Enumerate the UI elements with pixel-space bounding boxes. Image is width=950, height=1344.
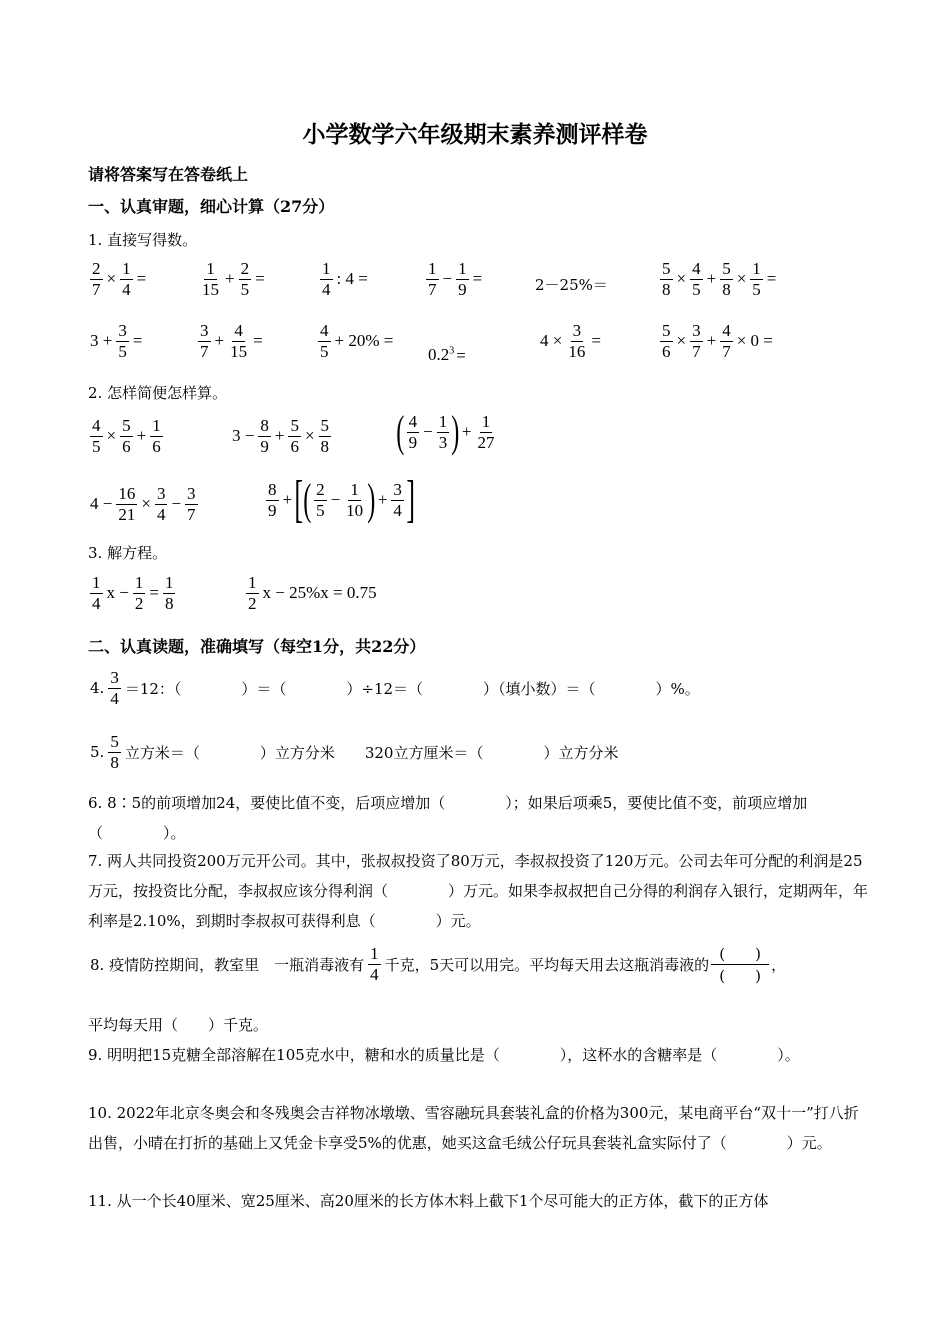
q2-item-a: $\frac{4}{5}$ × $\frac{5}{6}$ + $\frac{1}{6}$ [92,416,161,456]
q1-item-b: $\frac{1}{15}$ + $\frac{2}{5}$ = [202,259,265,299]
q2-item-b: 3 − $\frac{8}{9}$ + $\frac{5}{6}$ × $\frac{5}{8}$ [232,416,330,456]
q2-item-c: ( $\frac{4}{9}$ − $\frac{1}{3}$ ) + $\frac{1}{27}$ [396,407,495,456]
q1-item-e: 2－25%＝ [535,276,608,294]
page-title: 小学数学六年级期末素养测评样卷 [302,121,648,148]
q1-item-l: $\frac{5}{6}$ × $\frac{3}{7}$ + $\frac{4}{7}$ × 0 = [662,321,773,361]
q6: 6. 8∶5的前项增加24，要使比值不变，后项应增加（ ）；如果后项乘5，要使比值不变，前项应增加（ ）。 [88,794,808,842]
q1-item-j: $0.2^3$ = [428,345,466,366]
q1-item-g: 3 + $\frac{3}{5}$ = [90,321,143,361]
q1-item-k: 4 × $\frac{3}{16}$ = [540,321,601,361]
q1-item-a: $\frac{2}{7}$ × $\frac{1}{4}$ = [92,259,147,299]
q10: 10. 2022年北京冬奥会和冬残奥会吉祥物冰墩墩、雪容融玩具套装礼盒的价格为300元，某电商平台“双十一”打八折出售，小晴在打折的基础上又凭金卡享受5%的优惠，她买这盒毛绒公仔玩具套装礼盒实际付了（ ）元。 [88,1104,859,1152]
q3-item-a: $\frac{1}{4}$ x − $\frac{1}{2}$ = $\frac{1}{8}$ [92,573,174,613]
instruction: 请将答案写在答卷纸上 [88,165,249,184]
q1-item-d: $\frac{1}{7}$ − $\frac{1}{9}$ = [428,259,483,299]
q2-label: 2. 怎样简便怎样算。 [88,384,228,402]
section2-heading: 二、认真读题，准确填写（每空1分，共22分） [88,637,426,656]
q1-item-i: $\frac{4}{5}$ + 20% = [320,321,394,361]
q1-item-h: $\frac{3}{7}$ + $\frac{4}{15}$ = [200,321,263,361]
section1-heading: 一、认真审题，细心计算（27分） [88,197,335,216]
q1-item-c: $\frac{1}{4}$ : 4 = [322,259,368,299]
q7: 7. 两人共同投资200万元开公司。其中，张叔叔投资了80万元，李叔叔投资了120万元。公司去年可分配的利润是25万元，按投资比分配，李叔叔应该分得利润（ ）万元。如果李叔叔把自己分得的利润存入银行，定期两年，年利率是2.10%，到期时李叔叔可获得利息（ ）元。 [88,852,869,930]
q5: 5. $\frac{5}{8}$ 立方米＝（ ）立方分米 320立方厘米＝（ ）立方分米 [90,732,619,772]
q8: 8. 疫情防控期间，教室里 一瓶消毒液有 $\frac{1}{4}$ 千克，5天可以用完。平均每天用去这瓶消毒液的 ( ) ( ) ， [90,944,787,985]
q2-item-e: $\frac{8}{9}$ +[( $\frac{2}{5}$ − $\frac{1}{10}$ ) + $\frac{3}{4}$ ] [268,471,415,528]
q3-item-b: $\frac{1}{2}$ x − 25%x = 0.75 [248,573,377,613]
q1-label: 1. 直接写得数。 [88,231,198,249]
q8-answer-fraction: ( ) ( ) [711,943,769,986]
q9: 9. 明明把15克糖全部溶解在105克水中，糖和水的质量比是（ ），这杯水的含糖率是（ ）。 [88,1046,800,1064]
q8-line2: 平均每天用（ ）千克。 [88,1016,269,1034]
q1-item-f: $\frac{5}{8}$ × $\frac{4}{5}$ + $\frac{5}{8}$ × $\frac{1}{5}$ = [662,259,777,299]
q11: 11. 从一个长40厘米、宽25厘米、高20厘米的长方体木料上截下1个尽可能大的正方体，截下的正方体 [88,1192,769,1210]
q4: 4. $\frac{3}{4}$ ＝12：（ ）＝（ ）÷12＝（ ）（填小数）＝（ ）%。 [90,668,700,708]
q3-label: 3. 解方程。 [88,544,168,562]
q2-item-d: 4 − $\frac{16}{21}$ × $\frac{3}{4}$ − $\frac{3}{7}$ [90,484,196,524]
